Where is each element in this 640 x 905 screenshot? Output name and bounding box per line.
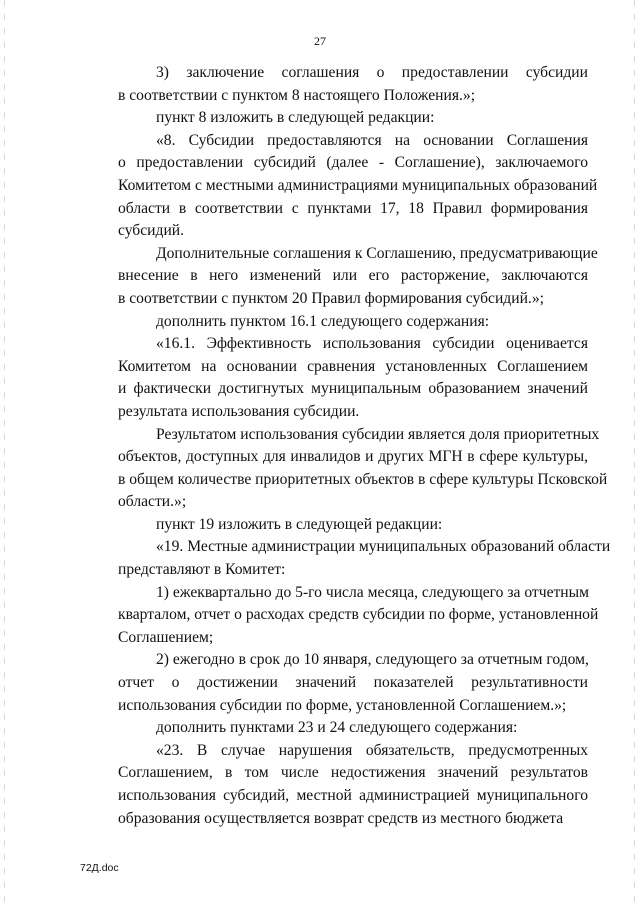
text-line: кварталом, отчет о расходах средств субсидии по форме, установленной <box>118 606 599 624</box>
text-line: Соглашением, в том числе недостижения значений результатов <box>118 764 588 782</box>
text-line: объектов, доступных для инвалидов и других МГН в сфере культуры, <box>118 448 588 466</box>
text-line: 3) заключение соглашения о предоставлении субсидии <box>156 64 588 81</box>
paragraph <box>80 424 608 514</box>
text-line: области.»; <box>118 493 187 511</box>
text-line: субсидий. <box>118 222 185 240</box>
paragraph <box>80 311 588 334</box>
text-line: внесение в него изменений или его расторжение, заключаются <box>118 267 588 285</box>
text-line: дополнить пунктами 23 и 24 следующего содержания: <box>156 719 518 737</box>
text-line: 2) ежегодно в срок до 10 января, следующего за отчетным годом, <box>156 651 589 669</box>
paragraph <box>80 514 588 537</box>
text-line: Комитетом на основании сравнения установленных Соглашением <box>118 357 588 375</box>
paragraph <box>80 62 588 107</box>
text-line: отчет о достижении значений показателей результативности <box>118 674 588 692</box>
paragraph <box>80 243 598 311</box>
text-line: пункт 19 изложить в следующей редакции: <box>156 515 443 533</box>
paragraph <box>80 649 588 717</box>
text-line: «8. Субсидии предоставляются на основании Соглашения <box>156 131 588 149</box>
paragraph <box>80 536 611 581</box>
paragraph <box>80 582 599 650</box>
text-line: 1) ежеквартально до 5-го числа месяца, следующего за отчетным <box>156 583 589 601</box>
text-line: образования осуществляется возврат средств из местного бюджета <box>118 809 564 827</box>
text-line: использования субсидий, местной администрацией муниципального <box>118 787 588 804</box>
paragraph <box>80 717 588 740</box>
text-line: «23. В случае нарушения обязательств, предусмотренных <box>156 741 588 759</box>
text-line: результата использования субсидии. <box>118 402 360 420</box>
text-line: Соглашением; <box>118 628 214 646</box>
text-line: в соответствии с пунктом 20 Правил формирования субсидий.»; <box>118 289 544 307</box>
text-line: о предоставлении субсидий (далее - Соглашение), заключаемого <box>118 154 588 172</box>
paragraph <box>80 130 598 243</box>
text-line: области в соответствии с пунктами 17, 18 Правил формирования <box>118 199 588 217</box>
text-line: пункт 8 изложить в следующей редакции: <box>156 109 435 127</box>
text-line: «16.1. Эффективность использования субсидии оценивается <box>156 335 588 353</box>
text-line: Результатом использования субсидии является доля приоритетных <box>156 425 600 443</box>
document-body <box>80 62 611 830</box>
text-line: и фактически достигнутых муниципальным образованием значений <box>118 380 588 398</box>
paragraph <box>80 740 588 830</box>
text-line: «19. Местные администрации муниципальных образований области <box>156 538 611 556</box>
text-line: использования субсидии по форме, установленной Соглашением.»; <box>118 696 567 714</box>
page-number: 27 <box>314 34 326 48</box>
right-edge-line <box>634 0 635 905</box>
text-line: Дополнительные соглашения к Соглашению, предусматривающие <box>156 244 598 262</box>
paragraph <box>80 333 588 423</box>
file-name-footer: 72Д.doc <box>80 862 119 874</box>
paragraph <box>80 107 588 130</box>
text-line: в соответствии с пунктом 8 настоящего Положения.»; <box>118 86 476 104</box>
left-edge-line <box>4 0 5 905</box>
text-line: представляют в Комитет: <box>118 561 286 579</box>
text-line: в общем количестве приоритетных объектов в сфере культуры Псковской <box>118 470 608 488</box>
text-line: дополнить пунктом 16.1 следующего содержания: <box>156 312 490 330</box>
text-line: Комитетом с местными администрациями муниципальных образований <box>118 176 598 194</box>
